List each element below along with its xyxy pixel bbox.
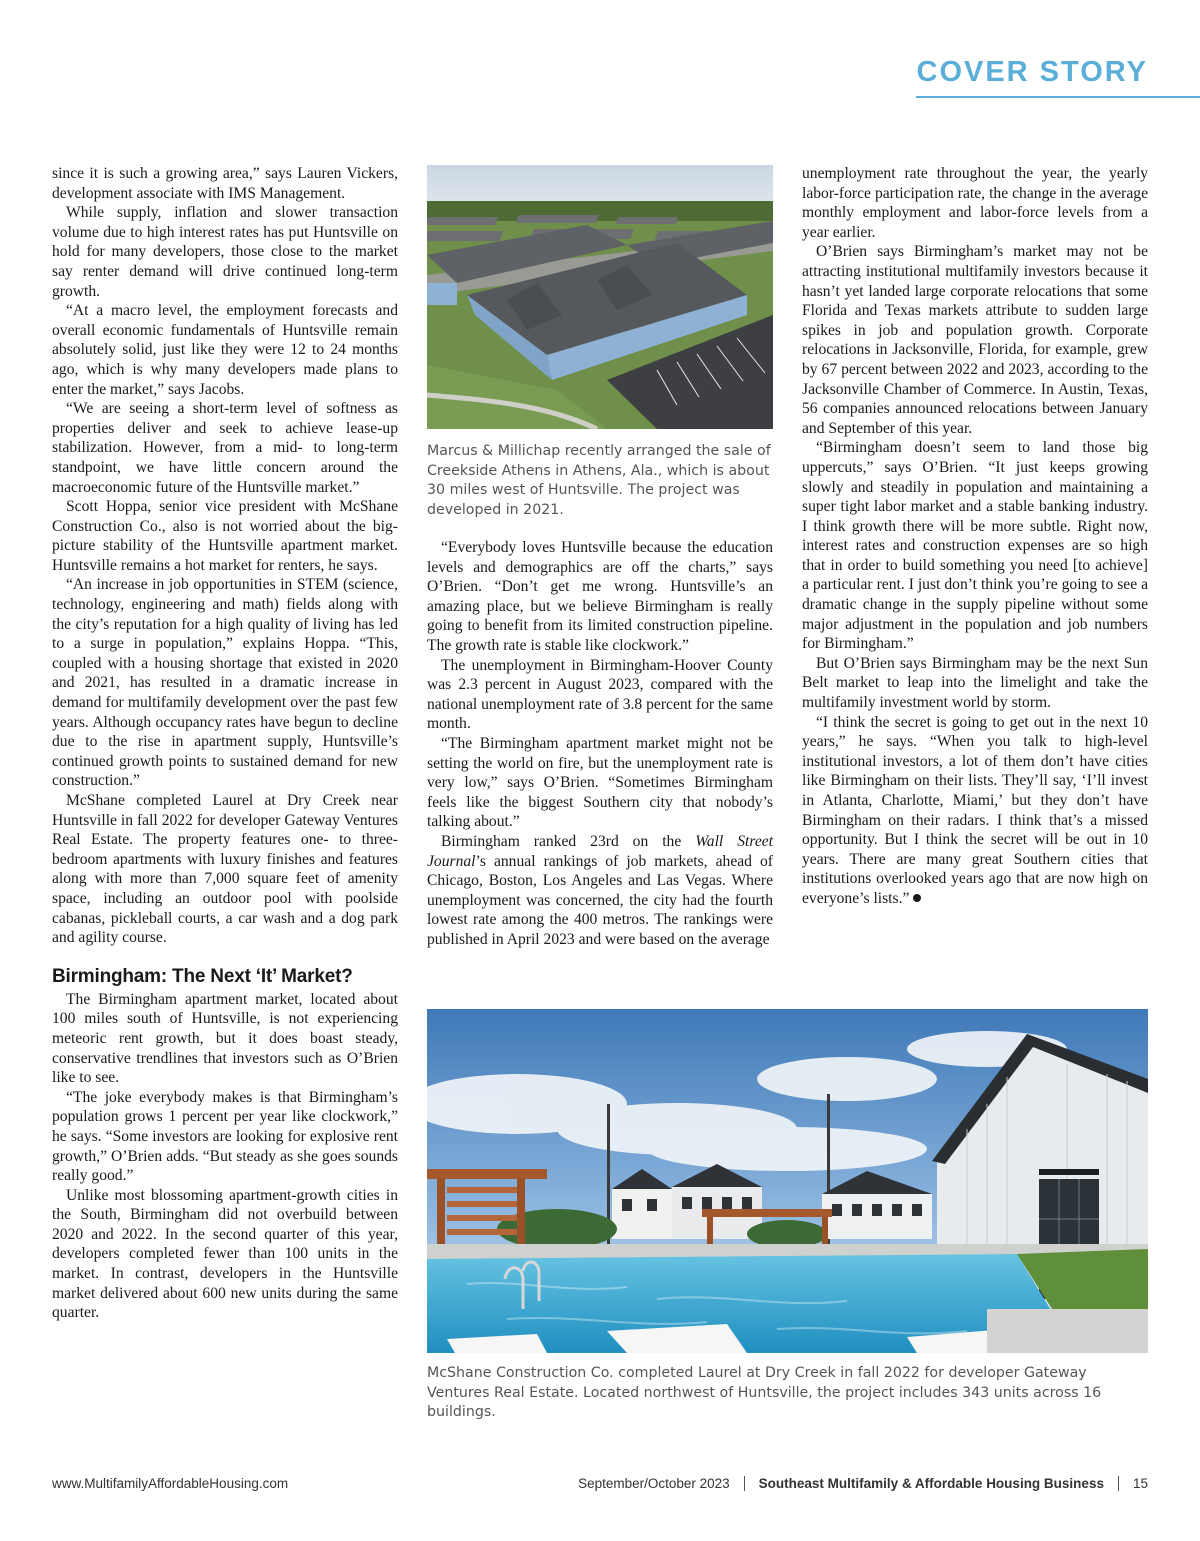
paragraph: The unemployment in Birmingham-Hoover County was 2.3 percent in August 2023, compared with the national unemployment rate of 3.8 percent for the same month. — [427, 656, 773, 733]
paragraph: “The Birmingham apartment market might not be setting the world on fire, but the unemployment rate is very low,” says O’Brien. “Sometimes Birmingham feels like the biggest Southern city that nobody’s talking about.” — [427, 734, 773, 831]
photo-caption: McShane Construction Co. completed Laurel at Dry Creek in fall 2022 for developer Gateway Ventures Real Estate. Located northwest of Huntsville, the project includes 343 units across 16 buildings. — [427, 1365, 1102, 1421]
page-number: 15 — [1132, 1476, 1148, 1491]
paragraph: McShane completed Laurel at Dry Creek near Huntsville in fall 2022 for developer Gateway Ventures Real Estate. The property features one- to three-bedroom apartments with luxury finishes and features along with more than 7,000 square feet of amenity space, including an outdoor pool with poolside cabanas, pickleball courts, a car wash and a dog park and agility course. — [52, 792, 398, 947]
article-column-3 — [802, 164, 1148, 909]
footer-website: www.MultifamilyAffordableHousing.com — [52, 1476, 289, 1491]
text-run: “I think the secret is going to get out in the next 10 years,” he says. “When you talk to high-level institutional investors, a lot of them don’t have cities like Birmingham on their lists. They’ll say, ‘I’ll invest in Atlanta, Charlotte, Miami,’ but they don’t have Birmingham on their radars. I think that’s a missed opportunity. But I think the secret will be out in 10 years. There are many great Southern cities that institutions overlooked years ago that are now high on everyone’s lists.” — [802, 713, 1148, 907]
pool-clubhouse-photo — [427, 1009, 1148, 1353]
paragraph: “Birmingham doesn’t seem to land those big uppercuts,” says O’Brien. “It just keeps growing slowly and steadily in population and maintaining a super tight labor market and a stable banking industry. I think growth there will be more subtle. Right now, interest rates and construction expenses are so high that in order to build something you need [to achieve] a particular rent. I just don’t think you’re going to see a dramatic change in the supply pipeline without some major adjustment in the population and job numbers for Birmingham.” — [802, 439, 1148, 653]
paragraph: “An increase in job opportunities in STEM (science, technology, engineering and math) fields along with the city’s reputation for a high quality of living has led to a surge in population,” explains Hoppa. “This, coupled with a housing shortage that existed in 2020 and 2021, has resulted in a dramatic increase in demand for multifamily development over the past few years. Although occupancy rates have begun to decline due to the rise in apartment supply, Huntsville’s continued growth points to sustained demand for new construction.” — [52, 576, 398, 790]
paragraph: “We are seeing a short-term level of softness as properties deliver and seek to achieve lease-up stabilization. However, from a mid- to long-term standpoint, we have little concern around the macroeconomic future of the Huntsville market.” — [52, 400, 398, 496]
paragraph — [427, 832, 773, 950]
paragraph: O’Brien says Birmingham’s market may not be attracting institutional multifamily investors because it hasn’t yet landed large corporate relocations that some Florida and Texas markets attribute to sudden large spikes in job and population growth. Corporate relocations in Jacksonville, Florida, for example, grew by 67 percent between 2022 and 2023, according to the Jacksonville Chamber of Commerce. In Austin, Texas, 56 companies announced relocations between January and September of this year. — [802, 243, 1148, 437]
paragraph — [802, 713, 1148, 909]
pool-photo-illustration — [427, 1009, 1148, 1353]
paragraph: Unlike most blossoming apartment-growth cities in the South, Birmingham did not overbuild between 2020 and 2022. In the second quarter of this year, developers completed fewer than 100 units in the market. In contrast, developers in the Huntsville market delivered about 600 new units during the same quarter. — [52, 1186, 398, 1322]
aerial-photo-illustration — [427, 165, 773, 429]
footer-publication-name: Southeast Multifamily & Affordable Housing Business — [758, 1476, 1104, 1491]
section-rule — [916, 96, 1200, 98]
article-column-2 — [427, 538, 773, 949]
footer-divider — [1118, 1476, 1119, 1491]
text-run: ’s annual rankings of job markets, ahead of Chicago, Boston, Los Angeles and Las Vegas. Where unemployment was concerned, the city had the fourth lowest rate among the 400 metros. The rankings were published in April 2023 and were based on the average — [427, 852, 773, 948]
paragraph: While supply, inflation and slower transaction volume due to high interest rates has put Huntsville on hold for many developers, those close to the market say renter demand will drive continued long-term growth. — [52, 204, 398, 300]
photo-caption: Marcus & Millichap recently arranged the sale of Creekside Athens in Athens, Ala., which is about 30 miles west of Huntsville. The project was developed in 2021. — [427, 443, 771, 518]
paragraph: “At a macro level, the employment forecasts and overall economic fundamentals of Huntsville remain absolutely solid, just like they were 12 to 24 months ago, which is why many developers made plans to enter the market,” says Jacobs. — [52, 302, 398, 398]
section-label: COVER STORY — [916, 56, 1148, 88]
publication-title: Wall Street Journal — [427, 832, 773, 870]
footer-issue-date: September/October 2023 — [578, 1476, 730, 1491]
section-subhead: Birmingham: The Next ‘It’ Market? — [52, 965, 353, 987]
paragraph: unemployment rate throughout the year, the yearly labor-force participation rate, the change in the average monthly employment and labor-force levels from a year earlier. — [802, 165, 1148, 241]
paragraph: “Everybody loves Huntsville because the education levels and demographics are off the charts,” says O’Brien. “Don’t get me wrong. Huntsville’s an amazing place, but we believe Birmingham is really going to benefit from its limited construction pipeline. The growth rate is stable like clockwork.” — [427, 539, 773, 654]
paragraph: The Birmingham apartment market, located about 100 miles south of Huntsville, is not experiencing meteoric rent growth, but it does boast steady, conservative trendlines that investors such as O’Brien like to see. — [52, 990, 398, 1087]
article-column-1 — [52, 164, 398, 1323]
text-run: Birmingham ranked 23rd on the — [441, 832, 696, 850]
paragraph: since it is such a growing area,” says Lauren Vickers, development associate with IMS Management. — [52, 165, 398, 202]
footer-issue-info — [578, 1476, 1148, 1491]
aerial-apartment-photo — [427, 165, 773, 429]
paragraph: But O’Brien says Birmingham may be the next Sun Belt market to leap into the limelight and take the multifamily investment world by storm. — [802, 654, 1148, 712]
paragraph: “The joke everybody makes is that Birmingham’s population grows 1 percent per year like clockwork,” he says. “Some investors are looking for explosive rent growth,” O’Brien adds. “But steady as she goes sounds really good.” — [52, 1088, 398, 1185]
paragraph: Scott Hoppa, senior vice president with McShane Construction Co., also is not worried about the big-picture stability of the Huntsville apartment market. Huntsville remains a hot market for renters, he says. — [52, 498, 398, 574]
footer-divider — [744, 1476, 745, 1491]
end-of-story-icon — [913, 894, 921, 902]
